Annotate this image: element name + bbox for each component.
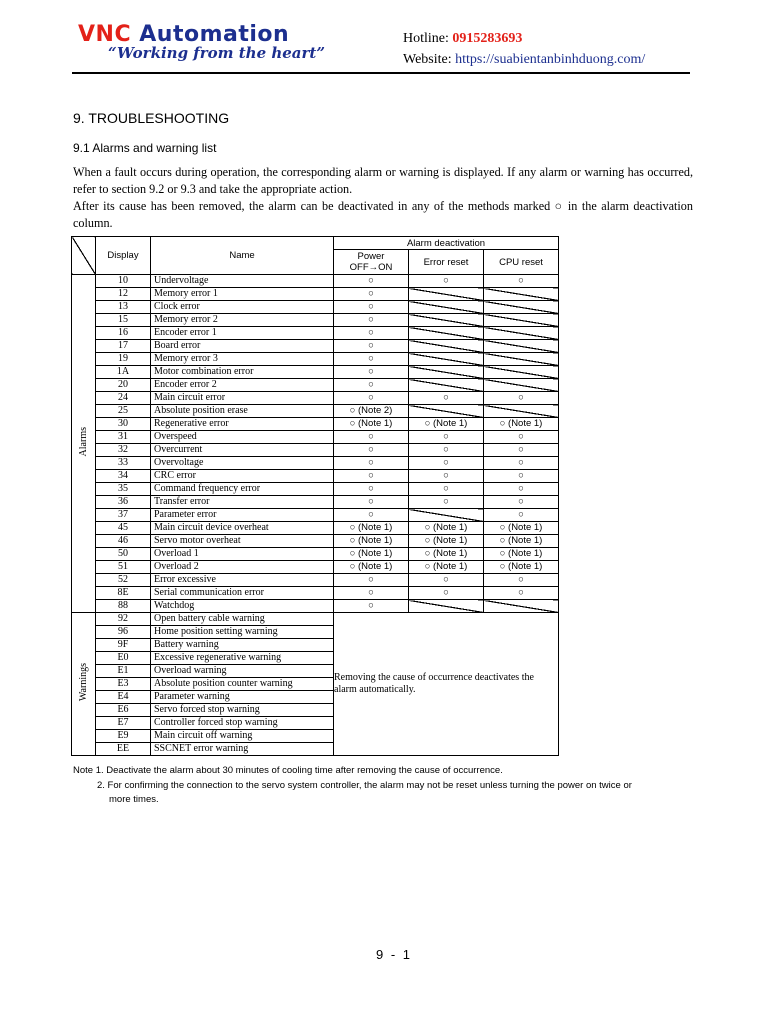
table-row xyxy=(72,548,559,561)
deactivation-mark: ○ xyxy=(409,483,484,496)
deactivation-mark: ○ xyxy=(334,353,409,366)
alarm-code: 20 xyxy=(96,379,151,392)
alarm-code: 37 xyxy=(96,509,151,522)
alarm-name: Error excessive xyxy=(151,574,334,587)
table-row xyxy=(72,327,559,340)
warning-name: Absolute position counter warning xyxy=(151,678,334,691)
warning-name: SSCNET error warning xyxy=(151,743,334,756)
alarm-name: Absolute position erase xyxy=(151,405,334,418)
warning-auto-deactivation-note: Removing the cause of occurrence deactivates the alarm automatically. xyxy=(334,613,559,756)
deactivation-mark: ○ (Note 1) xyxy=(484,535,559,548)
table-row xyxy=(72,483,559,496)
deactivation-mark: ○ xyxy=(334,444,409,457)
warning-code: E3 xyxy=(96,678,151,691)
alarm-code: 17 xyxy=(96,340,151,353)
paragraph-1: When a fault occurs during operation, the corresponding alarm or warning is displayed. If any alarm or warning has occurred, refer to section 9.2 or 9.3 and take the appropriate action. xyxy=(73,165,693,196)
not-applicable-cell xyxy=(484,379,559,392)
alarm-code: 88 xyxy=(96,600,151,613)
alarm-code: 13 xyxy=(96,301,151,314)
alarm-name: Overcurrent xyxy=(151,444,334,457)
deactivation-mark: ○ xyxy=(334,431,409,444)
note-2-continued: more times. xyxy=(109,794,159,805)
deactivation-mark: ○ xyxy=(334,366,409,379)
alarm-name: Memory error 1 xyxy=(151,288,334,301)
warning-code: E9 xyxy=(96,730,151,743)
intro-paragraph xyxy=(73,164,693,232)
deactivation-mark: ○ (Note 1) xyxy=(334,522,409,535)
warning-name: Parameter warning xyxy=(151,691,334,704)
deactivation-mark: ○ (Note 1) xyxy=(334,535,409,548)
alarm-code: 50 xyxy=(96,548,151,561)
warning-code: E4 xyxy=(96,691,151,704)
table-row xyxy=(72,574,559,587)
not-applicable-cell xyxy=(484,301,559,314)
table-row xyxy=(72,522,559,535)
warning-code: E0 xyxy=(96,652,151,665)
group-alarms xyxy=(72,275,96,613)
group-alarms-label: Alarms xyxy=(77,426,89,457)
table-row xyxy=(72,392,559,405)
not-applicable-cell xyxy=(484,366,559,379)
warning-code: E1 xyxy=(96,665,151,678)
table-row xyxy=(72,379,559,392)
warning-name: Main circuit off warning xyxy=(151,730,334,743)
deactivation-mark: ○ xyxy=(409,496,484,509)
alarm-code: 25 xyxy=(96,405,151,418)
alarm-name: Overvoltage xyxy=(151,457,334,470)
alarm-code: 19 xyxy=(96,353,151,366)
header-name: Name xyxy=(151,237,334,275)
table-row xyxy=(72,509,559,522)
deactivation-mark: ○ xyxy=(334,379,409,392)
deactivation-mark: ○ xyxy=(484,392,559,405)
hotline-number[interactable]: 0915283693 xyxy=(452,31,523,46)
alarm-name: Parameter error xyxy=(151,509,334,522)
deactivation-mark: ○ (Note 1) xyxy=(409,535,484,548)
alarm-code: 35 xyxy=(96,483,151,496)
website-label: Website: xyxy=(403,52,452,67)
deactivation-mark: ○ (Note 1) xyxy=(484,418,559,431)
table-row xyxy=(72,600,559,613)
deactivation-mark: ○ xyxy=(409,587,484,600)
not-applicable-cell xyxy=(409,288,484,301)
page-number: 9 - 1 xyxy=(375,947,412,962)
table-row xyxy=(72,561,559,574)
alarm-name: Main circuit error xyxy=(151,392,334,405)
deactivation-mark: ○ xyxy=(334,288,409,301)
not-applicable-cell xyxy=(484,314,559,327)
alarm-name: CRC error xyxy=(151,470,334,483)
alarm-name: Transfer error xyxy=(151,496,334,509)
deactivation-mark: ○ (Note 1) xyxy=(334,548,409,561)
alarm-name: Watchdog xyxy=(151,600,334,613)
deactivation-mark: ○ xyxy=(409,275,484,288)
not-applicable-cell xyxy=(484,353,559,366)
slogan: “Working from the heart” xyxy=(108,44,325,62)
note-2: 2. For confirming the connection to the servo system controller, the alarm may not be reset unless turning the power on twice or xyxy=(97,779,632,791)
header-power xyxy=(334,250,409,275)
deactivation-mark: ○ (Note 1) xyxy=(409,561,484,574)
not-applicable-cell xyxy=(484,288,559,301)
deactivation-mark: ○ xyxy=(409,444,484,457)
warning-name: Home position setting warning xyxy=(151,626,334,639)
brand-automation: Automation xyxy=(139,22,290,47)
deactivation-mark: ○ xyxy=(334,340,409,353)
warning-code: E6 xyxy=(96,704,151,717)
table-row xyxy=(72,535,559,548)
table-row xyxy=(72,301,559,314)
alarm-code: 46 xyxy=(96,535,151,548)
alarm-code: 31 xyxy=(96,431,151,444)
warning-name: Controller forced stop warning xyxy=(151,717,334,730)
not-applicable-cell xyxy=(409,600,484,613)
alarm-name: Serial communication error xyxy=(151,587,334,600)
not-applicable-cell xyxy=(409,353,484,366)
alarm-name: Board error xyxy=(151,340,334,353)
not-applicable-cell xyxy=(409,366,484,379)
warning-name: Excessive regenerative warning xyxy=(151,652,334,665)
alarm-name: Encoder error 1 xyxy=(151,327,334,340)
deactivation-mark: ○ (Note 1) xyxy=(334,561,409,574)
deactivation-mark: ○ (Note 1) xyxy=(484,548,559,561)
deactivation-mark: ○ (Note 1) xyxy=(409,548,484,561)
deactivation-mark: ○ xyxy=(409,431,484,444)
alarm-name: Command frequency error xyxy=(151,483,334,496)
table-row xyxy=(72,431,559,444)
note-1: Note 1. Deactivate the alarm about 30 minutes of cooling time after removing the cause of occurrence. xyxy=(73,765,503,776)
alarm-code: 16 xyxy=(96,327,151,340)
warning-name: Overload warning xyxy=(151,665,334,678)
not-applicable-cell xyxy=(409,340,484,353)
deactivation-mark: ○ xyxy=(484,470,559,483)
not-applicable-cell xyxy=(409,301,484,314)
website-link[interactable]: https://suabientanbinhduong.com/ xyxy=(455,52,646,67)
alarm-code: 12 xyxy=(96,288,151,301)
paragraph-2: After its cause has been removed, the alarm can be deactivated in any of the methods marked ○ in the alarm deactivation column. xyxy=(73,199,693,230)
table-row xyxy=(72,444,559,457)
deactivation-mark: ○ (Note 1) xyxy=(409,522,484,535)
deactivation-mark: ○ xyxy=(334,275,409,288)
deactivation-mark: ○ xyxy=(334,483,409,496)
table-row xyxy=(72,613,559,626)
deactivation-mark: ○ xyxy=(334,457,409,470)
brand-vnc: VNC xyxy=(78,22,132,47)
alarm-code: 52 xyxy=(96,574,151,587)
alarm-name: Undervoltage xyxy=(151,275,334,288)
table-row xyxy=(72,288,559,301)
contact-block xyxy=(403,28,645,70)
deactivation-mark: ○ (Note 2) xyxy=(334,405,409,418)
deactivation-mark: ○ xyxy=(334,496,409,509)
deactivation-mark: ○ xyxy=(484,496,559,509)
alarm-code: 30 xyxy=(96,418,151,431)
header-cpu-reset: CPU reset xyxy=(484,250,559,275)
not-applicable-cell xyxy=(409,379,484,392)
not-applicable-cell xyxy=(409,509,484,522)
header-alarm-deactivation: Alarm deactivation xyxy=(334,237,559,250)
alarm-name: Overload 2 xyxy=(151,561,334,574)
table-row xyxy=(72,366,559,379)
deactivation-mark: ○ xyxy=(484,587,559,600)
header-display: Display xyxy=(96,237,151,275)
header-power-line1: Power xyxy=(357,251,385,262)
table-row xyxy=(72,314,559,327)
deactivation-mark: ○ xyxy=(334,587,409,600)
warning-name: Battery warning xyxy=(151,639,334,652)
table-row xyxy=(72,340,559,353)
not-applicable-cell xyxy=(409,405,484,418)
alarm-name: Encoder error 2 xyxy=(151,379,334,392)
alarm-name: Memory error 3 xyxy=(151,353,334,366)
not-applicable-cell xyxy=(484,600,559,613)
alarm-code: 32 xyxy=(96,444,151,457)
header-corner-cell xyxy=(72,237,96,275)
deactivation-mark: ○ xyxy=(484,431,559,444)
deactivation-mark: ○ xyxy=(334,327,409,340)
section-title: 9. TROUBLESHOOTING xyxy=(73,110,230,126)
header-divider xyxy=(72,72,690,74)
deactivation-mark: ○ (Note 1) xyxy=(484,522,559,535)
warning-code: EE xyxy=(96,743,151,756)
alarm-name: Regenerative error xyxy=(151,418,334,431)
deactivation-mark: ○ xyxy=(484,457,559,470)
warning-name: Open battery cable warning xyxy=(151,613,334,626)
alarm-code: 15 xyxy=(96,314,151,327)
alarm-code: 34 xyxy=(96,470,151,483)
header-power-line2: OFF→ON xyxy=(349,262,393,273)
alarm-name: Memory error 2 xyxy=(151,314,334,327)
table-row xyxy=(72,418,559,431)
deactivation-mark: ○ xyxy=(334,301,409,314)
notes xyxy=(73,764,632,808)
warning-code: 9F xyxy=(96,639,151,652)
deactivation-mark: ○ (Note 1) xyxy=(409,418,484,431)
hotline-label: Hotline: xyxy=(403,31,449,46)
alarm-name: Servo motor overheat xyxy=(151,535,334,548)
alarm-table xyxy=(71,236,559,756)
deactivation-mark: ○ xyxy=(484,574,559,587)
group-warnings xyxy=(72,613,96,756)
deactivation-mark: ○ xyxy=(334,314,409,327)
alarm-code: 24 xyxy=(96,392,151,405)
not-applicable-cell xyxy=(409,327,484,340)
not-applicable-cell xyxy=(484,327,559,340)
table-row xyxy=(72,275,559,288)
deactivation-mark: ○ (Note 1) xyxy=(484,561,559,574)
alarm-code: 51 xyxy=(96,561,151,574)
alarm-name: Overspeed xyxy=(151,431,334,444)
alarm-name: Clock error xyxy=(151,301,334,314)
deactivation-mark: ○ xyxy=(484,483,559,496)
alarm-name: Overload 1 xyxy=(151,548,334,561)
alarm-name: Main circuit device overheat xyxy=(151,522,334,535)
warning-name: Servo forced stop warning xyxy=(151,704,334,717)
deactivation-mark: ○ xyxy=(409,457,484,470)
deactivation-mark: ○ xyxy=(334,392,409,405)
warning-code: 96 xyxy=(96,626,151,639)
header-error-reset: Error reset xyxy=(409,250,484,275)
alarm-code: 10 xyxy=(96,275,151,288)
alarm-code: 45 xyxy=(96,522,151,535)
alarm-code: 1A xyxy=(96,366,151,379)
table-row xyxy=(72,496,559,509)
deactivation-mark: ○ xyxy=(409,392,484,405)
table-row xyxy=(72,405,559,418)
alarm-code: 33 xyxy=(96,457,151,470)
warning-code: 92 xyxy=(96,613,151,626)
deactivation-mark: ○ xyxy=(484,275,559,288)
not-applicable-cell xyxy=(484,340,559,353)
table-row xyxy=(72,587,559,600)
deactivation-mark: ○ xyxy=(334,600,409,613)
alarm-code: 8E xyxy=(96,587,151,600)
deactivation-mark: ○ xyxy=(484,444,559,457)
not-applicable-cell xyxy=(409,314,484,327)
table-row xyxy=(72,457,559,470)
deactivation-mark: ○ xyxy=(334,509,409,522)
not-applicable-cell xyxy=(484,405,559,418)
warning-code: E7 xyxy=(96,717,151,730)
deactivation-mark: ○ xyxy=(409,470,484,483)
deactivation-mark: ○ (Note 1) xyxy=(334,418,409,431)
table-row xyxy=(72,353,559,366)
deactivation-mark: ○ xyxy=(334,470,409,483)
subsection-title: 9.1 Alarms and warning list xyxy=(73,141,217,155)
deactivation-mark: ○ xyxy=(484,509,559,522)
table-row xyxy=(72,470,559,483)
deactivation-mark: ○ xyxy=(409,574,484,587)
group-warnings-label: Warnings xyxy=(77,662,89,702)
alarm-code: 36 xyxy=(96,496,151,509)
deactivation-mark: ○ xyxy=(334,574,409,587)
alarm-name: Motor combination error xyxy=(151,366,334,379)
